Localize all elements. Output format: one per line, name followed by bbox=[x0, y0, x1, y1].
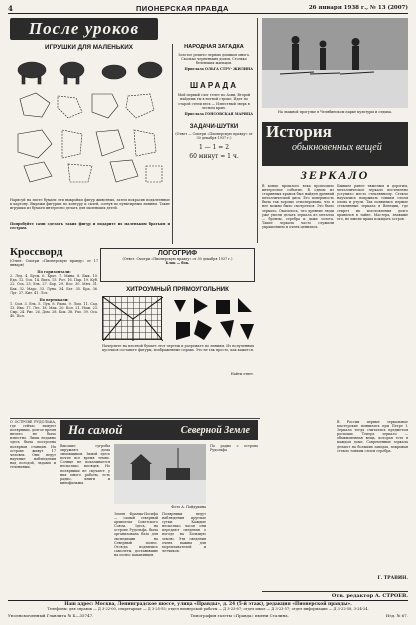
crossword-title: Кроссворд bbox=[10, 246, 63, 258]
toy-patterns-drawing bbox=[10, 54, 170, 194]
riddle-text: Золотое решето черных домиков много. Сколько черненьких домов, Столько беленьких жильцов. bbox=[177, 53, 251, 66]
ski-photo-caption: На лыжной прогулке в Челябинском парке культуры и отдыха. bbox=[277, 110, 393, 114]
riddle-title: НАРОДНАЯ ЗАГАДКА bbox=[184, 44, 244, 50]
history-col-3: В России первые зеркальные мастерские появились при Петре I. Зеркала тогда считались предметом роскоши. Теперь зеркало — обыкновенная вещь, которая есть в каждом доме. Современные зеркала делают на больших заводах, покрывая стекло тонким слоем серебра. bbox=[337, 420, 408, 453]
history-author: Г. ТРАВИН. bbox=[377, 576, 408, 581]
crossword-vert-head: По вертикали: bbox=[39, 297, 69, 302]
footer-phones: Телефоны: для справок — Д 3-22-00, секретариат — Д 3-25-55; отдел пионерской работы — Д 3-23-67; отдел школ — Д 3-23-57; отдел информации — Д 3-22-58, 3-24-24. bbox=[47, 607, 369, 611]
charade-author: Прислала ГОНСОВСКАЯ МАРИЦА bbox=[184, 111, 253, 116]
footer-order: Изд. № 67. bbox=[385, 613, 408, 618]
footer bbox=[8, 600, 408, 624]
rectangle-answer-note: Найти ответ. bbox=[230, 372, 254, 376]
arctic-col-3: Полярники ведут наблюдения круглые сутки. Каждые несколько часов они передают сведения о погоде на Большую землю. Эти сведения очень важны для мореплавателей и летчиков. bbox=[162, 512, 206, 553]
editor-line: Отв. редактор А. СТРОЕВ. bbox=[262, 591, 408, 599]
charade-title: ШАРАДА bbox=[190, 81, 238, 91]
arctic-col-2: Земля Франца-Иосифа — самый северный архипелаг Советского Союза. Здесь, на острове Рудольфа, была организована база для экспедиции на Северный полюс. Отсюда поднялись самолеты, доставившие на полюс папанинцев. bbox=[114, 512, 158, 557]
arctic-col-0: О ОСТРОВЕ РУДОЛЬФА, где сейчас зимуют полярники, долгое время ничего не было известно. Лишь недавно здесь была построена полярная станция. На острове живут 17 человек. Они ведут научные наблюдения над погодой, льдами и течениями. bbox=[10, 420, 56, 470]
toys-caption: Попробуйте сами сделать таких фигур и подарите их маленьким братьям и сестрам. bbox=[10, 222, 170, 231]
logogriph-box bbox=[100, 248, 255, 282]
rectangle-figures bbox=[168, 296, 256, 342]
footer-address: Наш адрес: Москва, Ленинградское шоссе, улица «Правды», д. 24 (5-й этаж), редакция «Пионерской правды». bbox=[64, 602, 352, 607]
charade-text: Мой первый слог течет по Азии, Второй найдешь ты в нотной строке, Идет по старой степи весь — Известный зверь в лесном краю. bbox=[177, 93, 251, 110]
after-school-banner bbox=[10, 18, 158, 40]
history-title-main: История bbox=[266, 122, 332, 141]
rectangle-grid bbox=[102, 296, 162, 340]
riddle-author: Прислала ОЛЬГА СТРУ- ЖИЛИНА bbox=[184, 67, 253, 72]
puzzle-2: 60 минут = 1 ч. bbox=[189, 153, 239, 161]
issue-date: 26 января 1938 г., № 13 (2007) bbox=[308, 5, 408, 11]
history-article-title: ЗЕРКАЛО bbox=[300, 168, 370, 182]
toys-title: ИГРУШКИ ДЛЯ МАЛЕНЬКИХ bbox=[45, 44, 133, 51]
logogriph-title: ЛОГОГРИФ bbox=[157, 250, 198, 257]
arctic-photo-drawing bbox=[114, 444, 206, 504]
history-col-2: Бывшее ранее тяжелым и дорогим, металлическое зеркало постепенно уступило место стеклянному. Стекло научились покрывать тонким слоем олова и ртути. Так появились первые стеклянные зеркала в Венеции, где секрет их изготовления долго хранился в тайне. Мастера, знавшие его, не имели права покидать остров. bbox=[337, 184, 408, 221]
puzzles-subtitle: (Ответ — Смотри «Пионерскую правду» от 30 декабря 1937 г.) bbox=[175, 131, 253, 140]
footer-printer: Уполномоченный Главлита № Б—35747. bbox=[8, 613, 94, 618]
arctic-photo-caption: Фото А. Пойдукина bbox=[171, 505, 206, 509]
arctic-banner-right: Северной Земле bbox=[180, 424, 250, 436]
toys-text: Нарисуй на листе бумаги эти выкройки фигур животных, затем покрасив подклеенные к картону. Вырежи фигурки по контуру и склей, согнув по пунктирным линиям. Такие игрушки из бумаги интересно делать для маленьких детей. bbox=[10, 198, 170, 211]
crossword-horiz-head: По горизонтали: bbox=[37, 270, 71, 275]
rectangle-title: ХИТРОУМНЫЙ ПРЯМОУГОЛЬНИК bbox=[126, 286, 229, 293]
arctic-col-1: Высокие сугробы окружают дома зимовщиков. Зимой здесь почти все время темно. Солнце не показывается несколько месяцев. Но полярники не скучают: у них много работы, есть радио, книги и кинофильмы. bbox=[60, 444, 110, 485]
masthead bbox=[8, 4, 408, 14]
arctic-banner-left: На самой bbox=[68, 422, 123, 437]
crossword-section bbox=[10, 246, 98, 416]
rectangle-text: Начертите на плотной бумаге этот чертеж и разрежьте по линиям. Из полученных кусочков составьте фигуры, изображенные справа. Это не так просто, как кажется. bbox=[102, 344, 254, 353]
riddle-column bbox=[175, 44, 253, 244]
toys-illustration bbox=[10, 54, 170, 194]
ski-photo-drawing bbox=[262, 18, 408, 108]
ski-photo bbox=[262, 18, 408, 108]
puzzle-1: 1 — 1 = 2 bbox=[198, 144, 230, 152]
arctic-col-4: По радио с острова Рудольфа bbox=[210, 444, 258, 453]
logogriph-subtitle: (Ответ. Смотри «Пионерскую правду» от 30 декабря 1937 г.) bbox=[122, 257, 233, 261]
arctic-banner bbox=[60, 420, 258, 440]
rectangle-cut-lines bbox=[103, 297, 163, 341]
footer-print-house: Типография газеты «Правда» имени Сталина. bbox=[190, 613, 289, 618]
history-header bbox=[262, 122, 408, 166]
arctic-photo bbox=[114, 444, 206, 504]
paper-name: ПИОНЕРСКАЯ ПРАВДА bbox=[136, 4, 229, 13]
puzzles-title: ЗАДАЧИ-ШУТКИ bbox=[189, 123, 239, 130]
crossword-subtitle: (Ответ. Смотри «Пионерскую правду» от 17 января) bbox=[10, 259, 98, 268]
after-school-title: После уроков bbox=[28, 19, 140, 38]
rectangle-shapes-drawing bbox=[168, 296, 256, 342]
page-number: 4 bbox=[8, 4, 13, 13]
logogriph-answer: Блок — бок. bbox=[165, 261, 190, 266]
history-col-1: В конце прошлого века произошло интересное событие. В одном из старинных храмов был найден древний металлический диск. Его поверхность была так хорошо отполирована, что в нее можно было смотреться. Это было зеркало. Оказалось, что древние люди уже умели делать зеркала из металла — бронзы, серебра и даже золота. Такие зеркала часто служили украшением и очень ценились. bbox=[262, 184, 334, 229]
history-title-sub: обыкновенных вещей bbox=[292, 142, 382, 153]
crossword-vert: 1. Сом. 3. Ель. 5. Лук. 8. Рама. 9. Лом. 11. Сад. 13. Ива. 17. Лес. 18. Мак. 20. Кол. 21. Нож. 23. Сыр. 24. Рис. 26. Дом. 28. Бок. 38. Ухо. 39. Оса. 40. Пол. bbox=[10, 301, 98, 319]
crossword-horiz: 2. Лед. 4. Бусы. 6. Брат. 7. Мина. 8. Бык. 10. Еда. 12. Ось. 14. Вата. 15. Рот. 16. Пар. 19. Куб. 22. Оса. 25. Ель. 27. Бор. 29. Нос. 30. Мяч. 31. Бак. 32. Марс. 33. Луна. 34. Бег. 35. Бра. 36. Луг. 37. Кит. 41. Лот. bbox=[10, 274, 98, 295]
